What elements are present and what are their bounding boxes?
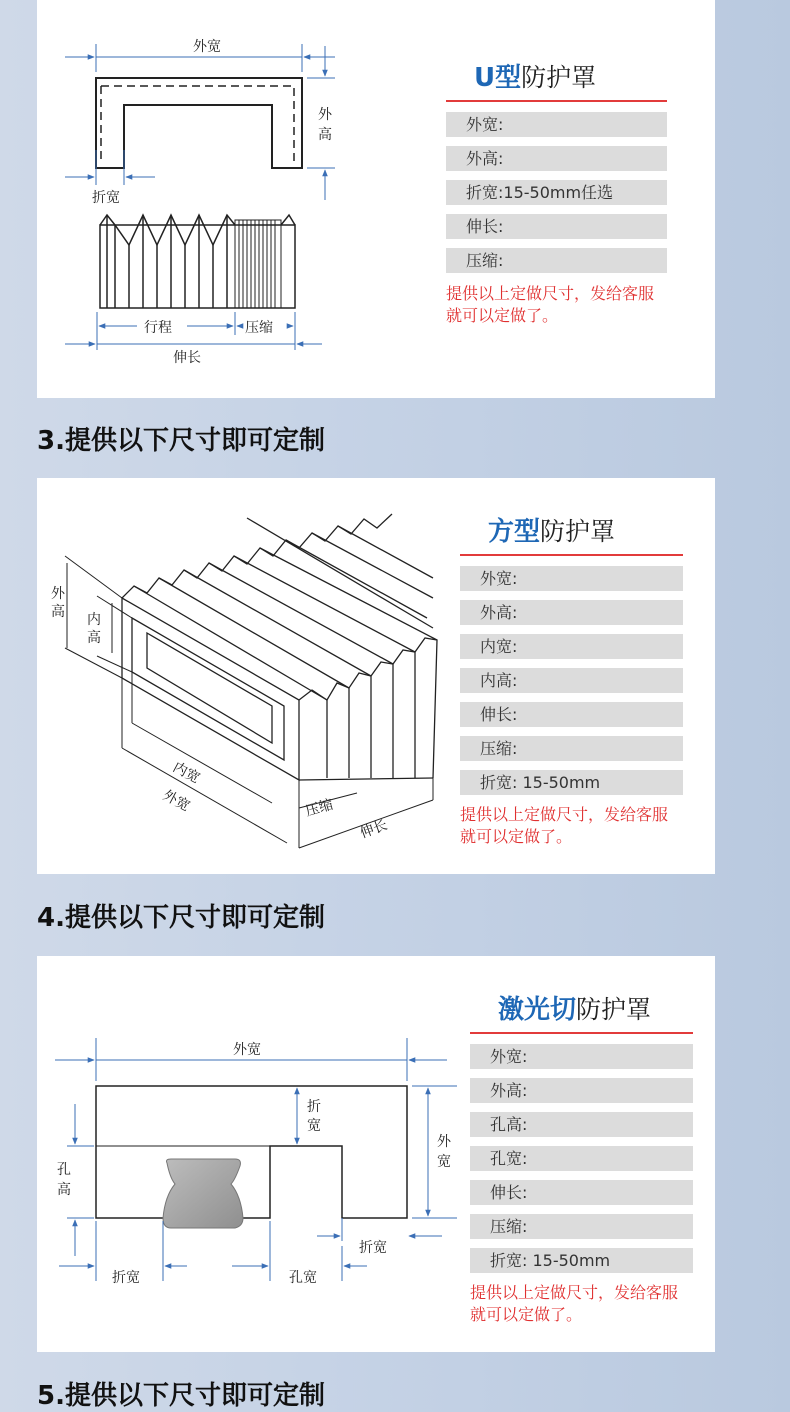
laser-spec-row: 压缩: xyxy=(470,1214,693,1239)
sq-label-inner-width: 内宽 xyxy=(170,759,203,787)
square-spec-row: 压缩: xyxy=(460,736,683,761)
square-spec-row: 内高: xyxy=(460,668,683,693)
u-spec-row: 伸长: xyxy=(446,214,667,239)
sq-label-inner-height-1: 内 xyxy=(87,612,101,628)
u-type-card xyxy=(37,0,715,398)
square-type-card xyxy=(37,478,715,874)
u-type-note: 提供以上定做尺寸，发给客服就可以定做了。 xyxy=(446,284,655,325)
sq-label-outer-height-1: 外 xyxy=(51,586,65,602)
laser-label-outer-height-1: 外 xyxy=(437,1134,451,1150)
u-label-outer-height-1: 外 xyxy=(318,107,332,123)
square-type-title-rest: 防护罩 xyxy=(540,517,616,546)
sq-label-inner-height-2: 高 xyxy=(87,630,101,646)
laser-spec-row: 外宽: xyxy=(470,1044,693,1069)
laser-label-fold-width-right: 折宽 xyxy=(359,1240,387,1256)
u-spec-row: 折宽:15-50mm任选 xyxy=(446,180,667,205)
laser-label-hole-height-1: 孔 xyxy=(57,1162,71,1178)
laser-label-fold-2: 宽 xyxy=(307,1118,321,1134)
u-label-extended: 伸长 xyxy=(173,350,201,366)
laser-cut-note: 提供以上定做尺寸，发给客服就可以定做了。 xyxy=(470,1283,679,1324)
section-heading-4: 4.提供以下尺寸即可定制 xyxy=(37,903,325,933)
u-spec-row: 外高: xyxy=(446,146,667,171)
u-label-outer-width: 外宽 xyxy=(193,39,221,55)
square-spec-row: 内宽: xyxy=(460,634,683,659)
laser-label-outer-width: 外宽 xyxy=(233,1042,261,1058)
square-spec-row: 折宽: 15-50mm xyxy=(460,770,683,795)
laser-label-hole-height-2: 高 xyxy=(57,1182,71,1198)
laser-spec-row: 折宽: 15-50mm xyxy=(470,1248,693,1273)
u-spec-row: 外宽: xyxy=(446,112,667,137)
laser-label-outer-height-2: 宽 xyxy=(437,1154,451,1170)
laser-spec-row: 孔宽: xyxy=(470,1146,693,1171)
sq-label-outer-width: 外宽 xyxy=(160,787,193,815)
laser-label-hole-width: 孔宽 xyxy=(289,1270,317,1286)
laser-cut-title-highlight: 激光切 xyxy=(498,995,577,1025)
u-spec-row: 压缩: xyxy=(446,248,667,273)
sq-label-extended: 伸长 xyxy=(357,817,390,842)
sq-label-compressed: 压缩 xyxy=(303,796,336,820)
u-bellows-drawing xyxy=(100,215,295,308)
u-type-title xyxy=(446,60,667,96)
laser-spec-row: 外高: xyxy=(470,1078,693,1103)
laser-cut-card xyxy=(37,956,715,1352)
square-type-spec xyxy=(460,514,683,848)
laser-spec-row: 伸长: xyxy=(470,1180,693,1205)
u-type-divider xyxy=(446,100,667,102)
square-type-title-highlight: 方型 xyxy=(488,517,541,547)
u-type-spec xyxy=(446,60,667,327)
laser-label-fold-width-left: 折宽 xyxy=(112,1270,140,1286)
sq-label-outer-height-2: 高 xyxy=(51,604,65,620)
u-label-fold-width: 折宽 xyxy=(92,190,120,206)
section-heading-3: 3.提供以下尺寸即可定制 xyxy=(37,426,325,456)
square-type-divider xyxy=(460,554,683,556)
square-type-title xyxy=(460,514,683,550)
laser-cut-title xyxy=(470,992,693,1028)
section-heading-5: 5.提供以下尺寸即可定制 xyxy=(37,1381,325,1411)
square-spec-row: 外高: xyxy=(460,600,683,625)
square-spec-row: 外宽: xyxy=(460,566,683,591)
u-label-compressed: 压缩 xyxy=(245,320,273,336)
u-label-stroke: 行程 xyxy=(144,320,172,336)
laser-cut-title-rest: 防护罩 xyxy=(576,995,652,1024)
square-type-note: 提供以上定做尺寸，发给客服就可以定做了。 xyxy=(460,805,669,846)
u-label-outer-height-2: 高 xyxy=(318,127,332,143)
laser-spec-row: 孔高: xyxy=(470,1112,693,1137)
u-type-title-rest: 防护罩 xyxy=(521,63,597,92)
laser-label-fold-1: 折 xyxy=(307,1099,321,1115)
laser-cut-divider xyxy=(470,1032,693,1034)
u-type-title-highlight: U型 xyxy=(474,63,522,93)
laser-cut-spec xyxy=(470,992,693,1326)
square-spec-row: 伸长: xyxy=(460,702,683,727)
